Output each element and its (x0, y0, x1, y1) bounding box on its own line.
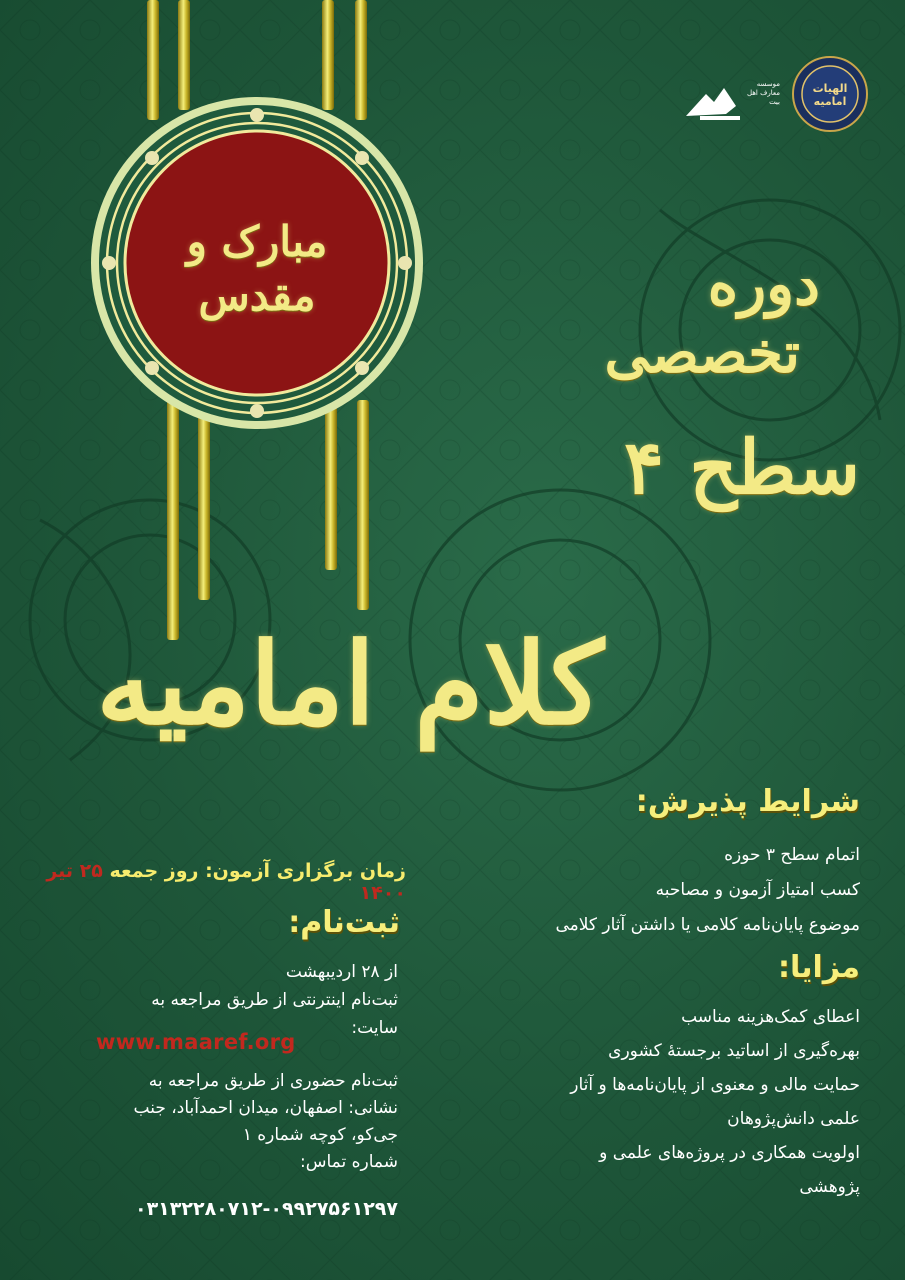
admission-item: اتمام سطح ۳ حوزه (724, 845, 860, 865)
admission-list (440, 838, 860, 943)
benefit-item: علمی دانش‌پژوهان (727, 1109, 860, 1129)
exam-date-value: ۲۵ تیر ۱۴۰۰ (46, 860, 406, 904)
registration-online-line1: ثبت‌نام اینترنتی از طریق مراجعه به (151, 990, 398, 1010)
benefit-item: اولویت همکاری در پروژه‌های علمی و (599, 1143, 860, 1163)
benefit-item: حمایت مالی و معنوی از پایان‌نامه‌ها و آثار (570, 1075, 860, 1095)
course-title-line1: دوره (707, 250, 820, 318)
gold-rod-5 (167, 400, 179, 640)
benefit-item: پژوهشی (799, 1177, 860, 1197)
course-title-line2: تخصصی (604, 320, 800, 386)
medallion-calligraphy: مبارک و مقدس (186, 217, 328, 320)
admission-item: کسب امتیاز آزمون و مصاحبه (655, 880, 860, 900)
benefit-item: بهره‌گیری از اساتید برجستهٔ کشوری (608, 1041, 860, 1061)
left-logo-text: موسسه معارف اهل بیت (746, 80, 780, 106)
benefit-item: اعطای کمک‌هزینه مناسب (681, 1007, 860, 1027)
registration-address (38, 1068, 398, 1176)
website-link[interactable]: www.maaref.org (96, 1030, 296, 1054)
registration-from: از ۲۸ اردیبهشت (285, 962, 398, 982)
phone-label: شماره تماس: (300, 1152, 398, 1172)
registration-online-line2: سایت: (351, 1018, 398, 1038)
inperson-line3: جی‌کو، کوچه شماره ۱ (242, 1125, 398, 1145)
admission-title: شرایط پذیرش: (635, 784, 860, 819)
exam-date-label: زمان برگزاری آزمون: روز جمعه (109, 860, 406, 882)
admission-item: موضوع پایان‌نامه کلامی یا داشتن آثار کلامی (555, 915, 860, 935)
phone-number[interactable]: ۰۳۱۳۲۲۸۰۷۱۲-۰۹۹۲۷۵۶۱۲۹۷ (134, 1198, 398, 1220)
main-calligraphy: کلام امامیه (96, 619, 604, 750)
registration-title: ثبت‌نام: (288, 905, 400, 940)
exam-date (26, 860, 406, 904)
inperson-line2: نشانی: اصفهان، میدان احمدآباد، جنب (133, 1098, 398, 1118)
right-logo-text: الهیات امامیه (812, 82, 848, 108)
benefits-title: مزایا: (777, 950, 860, 985)
course-title-line3: سطح ۴ (624, 425, 860, 511)
inperson-line1: ثبت‌نام حضوری از طریق مراجعه به (148, 1071, 398, 1091)
benefits-list (440, 1000, 860, 1204)
